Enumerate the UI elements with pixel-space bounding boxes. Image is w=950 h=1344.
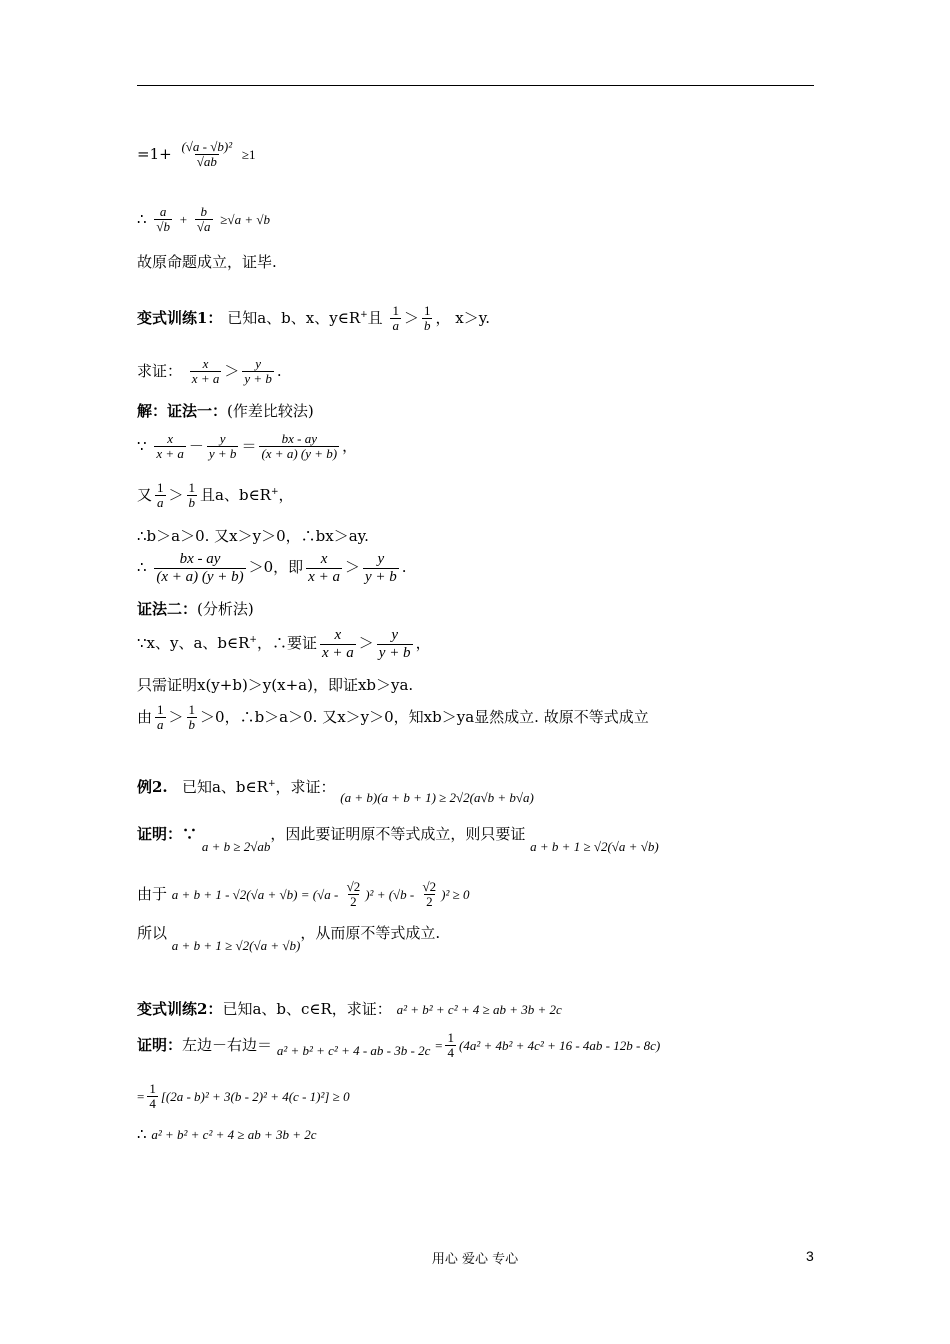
text: 已知a、b、c∈R，求证： [222, 1000, 392, 1018]
method-label: 证法二： [137, 600, 198, 618]
proof-line-3 [137, 923, 441, 953]
denominator: x + a [156, 446, 184, 462]
fraction [377, 627, 413, 661]
text: ＞0，∴b＞a＞0. 又x＞y＞0，知xb＞ya显然成立. 故原不等式成立 [200, 707, 649, 726]
text: ，因此要证明原不等式成立，则只要证 [270, 825, 526, 843]
text: 所以 [137, 924, 168, 942]
formula: )² ≥ 0 [441, 886, 470, 902]
numerator: 1 [188, 702, 196, 717]
line-conclusion-1 [137, 205, 270, 235]
numerator: x [334, 627, 342, 643]
text: 已知a、b、x、y∈R [227, 308, 361, 327]
proof-label: 证明： [137, 1035, 183, 1054]
exercise-2-conclusion [137, 1124, 317, 1145]
because-symbol: ∵ [137, 436, 147, 455]
text: 已知a、b∈R [181, 778, 268, 796]
formula: (4a² + 4b² + 4c² + 16 - 4ab - 12b - 8c) [458, 1037, 661, 1053]
superscript: + [249, 635, 257, 645]
fraction [154, 205, 172, 235]
text: ，从而原不等式成立. [300, 924, 441, 942]
exercise-2-proof-1 [137, 1031, 660, 1061]
text: ∵x、y、a、b∈R [137, 634, 250, 652]
text: 求证： [137, 361, 183, 380]
fraction [179, 140, 234, 170]
text: ＝ [241, 436, 257, 455]
denominator: b [423, 318, 431, 334]
denominator: 2 [426, 894, 433, 910]
numerator: x [202, 356, 209, 371]
text: 又 [137, 485, 153, 504]
denominator: a [157, 495, 164, 511]
proof-line-1 [137, 824, 659, 854]
formula: a + b + 1 ≥ √2(√a + √b) [530, 839, 659, 854]
text: ， x＞y. [435, 308, 490, 327]
text: 左边－右边＝ [182, 1035, 273, 1054]
exercise-1-statement [137, 304, 490, 334]
text: ＞ [168, 485, 184, 504]
numerator: 1 [392, 303, 399, 318]
fraction [421, 880, 439, 910]
text: ＞ [224, 361, 240, 380]
numerator: 1 [447, 1030, 454, 1045]
text: 且a、b∈R [200, 485, 271, 504]
formula: a² + b² + c² + 4 ≥ ab + 3b + 2c [396, 1002, 562, 1017]
denominator: b [188, 495, 196, 511]
exercise-2-proof-2 [137, 1082, 350, 1112]
text: ≥1 [241, 146, 256, 162]
because-symbol: ∵ [182, 825, 198, 843]
denominator: x + a [191, 371, 220, 387]
denominator: a [157, 717, 164, 733]
fraction [195, 205, 213, 235]
text: . [401, 558, 407, 576]
method-2-step-3 [137, 703, 649, 733]
denominator: y + b [364, 568, 397, 585]
numerator: y [391, 627, 398, 643]
denominator: √a [196, 219, 211, 235]
numerator: 1 [423, 303, 431, 318]
denominator: √ab [196, 154, 217, 170]
text: =1+ [137, 144, 172, 163]
superscript: + [267, 779, 276, 789]
numerator: x [320, 551, 328, 567]
denominator: x + a [321, 644, 354, 661]
numerator: y [377, 551, 385, 567]
text: 且 [367, 308, 383, 327]
example-label: 例2. [137, 778, 168, 796]
fraction [363, 551, 399, 585]
fraction [242, 357, 274, 387]
denominator: y + b [208, 446, 237, 462]
text: ，∴要证 [256, 634, 317, 652]
example-2-statement [137, 774, 534, 805]
numerator: 1 [157, 702, 164, 717]
text: . [276, 361, 282, 380]
fraction [345, 880, 363, 910]
fraction [187, 481, 198, 511]
exercise-2-statement [137, 999, 562, 1020]
method-2-step-1 [137, 627, 431, 661]
numerator: (√a - √b)² [181, 139, 233, 154]
text: ， [278, 485, 294, 504]
fraction [445, 1031, 456, 1061]
fraction [259, 432, 339, 462]
header-rule [137, 85, 814, 86]
formula: [(2a - b)² + 3(b - 2)² + 4(c - 1)²] ≥ 0 [160, 1088, 350, 1104]
therefore-symbol: ∴ [137, 1125, 147, 1143]
denominator: √b [156, 219, 170, 235]
line-eq-1 [137, 140, 256, 170]
text: 由 [137, 707, 153, 726]
denominator: 4 [149, 1096, 156, 1112]
fraction [306, 551, 342, 585]
formula: a² + b² + c² + 4 - ab - 3b - 2c [276, 1042, 431, 1058]
numerator: b [200, 204, 207, 219]
text: ，求证： [275, 778, 336, 796]
denominator: y + b [244, 371, 272, 387]
text: ， [415, 634, 431, 652]
numerator: 1 [157, 480, 164, 495]
solution-step-3: ∴b＞a＞0. 又x＞y＞0，∴bx＞ay. [137, 527, 369, 545]
proof-line-2 [137, 880, 470, 910]
solution-step-1 [137, 432, 357, 462]
fraction [207, 432, 239, 462]
exercise-label: 变式训练1： [137, 308, 223, 327]
denominator: a [392, 318, 399, 334]
text: － [188, 436, 204, 455]
solution-heading [137, 401, 314, 421]
numerator: 1 [188, 480, 196, 495]
text: ＞ [358, 634, 374, 652]
method-2-step-2: 只需证明x(y+b)＞y(x+a)，即证xb＞ya. [137, 676, 414, 694]
proof-label: 证明： [137, 825, 183, 843]
therefore-symbol: ∴ [137, 209, 147, 228]
exercise-label: 变式训练2： [137, 1000, 223, 1018]
text: ＞ [344, 558, 360, 576]
text: = [435, 1037, 443, 1053]
line-qed: 故原命题成立，证毕. [137, 253, 277, 271]
formula: )² + (√b - [365, 886, 418, 902]
numerator: √2 [346, 879, 361, 894]
text: ＞ [403, 308, 419, 327]
denominator: b [188, 717, 196, 733]
numerator: y [255, 356, 262, 371]
denominator: x + a [308, 568, 340, 585]
fraction [147, 1082, 158, 1112]
denominator: (x + a) (y + b) [261, 446, 338, 462]
formula: (a + b)(a + b + 1) ≥ 2√2(a√b + b√a) [340, 790, 534, 805]
text: 由于 [137, 884, 168, 903]
text: (分析法) [197, 600, 254, 618]
method-2-heading [137, 599, 254, 619]
fraction [154, 432, 186, 462]
denominator: 4 [447, 1045, 454, 1061]
fraction [390, 304, 401, 334]
superscript: + [360, 309, 368, 320]
denominator: 2 [350, 894, 357, 910]
solution-label: 解：证法一： [137, 402, 228, 420]
numerator: bx - ay [281, 431, 317, 446]
denominator: (x + a) (y + b) [156, 568, 244, 585]
text: ＞ [168, 707, 184, 726]
fraction [187, 703, 198, 733]
fraction [320, 627, 356, 661]
fraction [422, 304, 433, 334]
denominator: y + b [378, 644, 411, 661]
solution-step-2 [137, 481, 294, 511]
fraction [155, 703, 166, 733]
formula: a² + b² + c² + 4 ≥ ab + 3b + 2c [151, 1127, 317, 1142]
text: = [137, 1088, 145, 1104]
text: ＞0，即 [248, 558, 304, 576]
text: ≥√a + √b [220, 211, 270, 227]
numerator: 1 [149, 1081, 156, 1096]
fraction [154, 551, 245, 585]
superscript: + [270, 486, 279, 497]
fraction [190, 357, 222, 387]
numerator: √2 [422, 879, 437, 894]
numerator: y [219, 431, 226, 446]
exercise-1-goal [137, 357, 282, 387]
formula: a + b + 1 ≥ √2(√a + √b) [171, 938, 301, 953]
numerator: a [159, 204, 167, 219]
page-number: 3 [806, 1248, 814, 1264]
page-footer: 用心 爱心 专心 [431, 1252, 519, 1267]
text: ， [342, 436, 358, 455]
solution-step-4 [137, 551, 407, 585]
numerator: bx - ay [179, 551, 221, 567]
fraction [155, 481, 166, 511]
text: + [179, 211, 188, 227]
formula: a + b + 1 - √2(√a + √b) = (√a - [171, 886, 342, 902]
therefore-symbol: ∴ [137, 558, 147, 576]
numerator: x [167, 431, 173, 446]
text: (作差比较法) [227, 402, 314, 420]
formula: a + b ≥ 2√ab [201, 839, 271, 854]
